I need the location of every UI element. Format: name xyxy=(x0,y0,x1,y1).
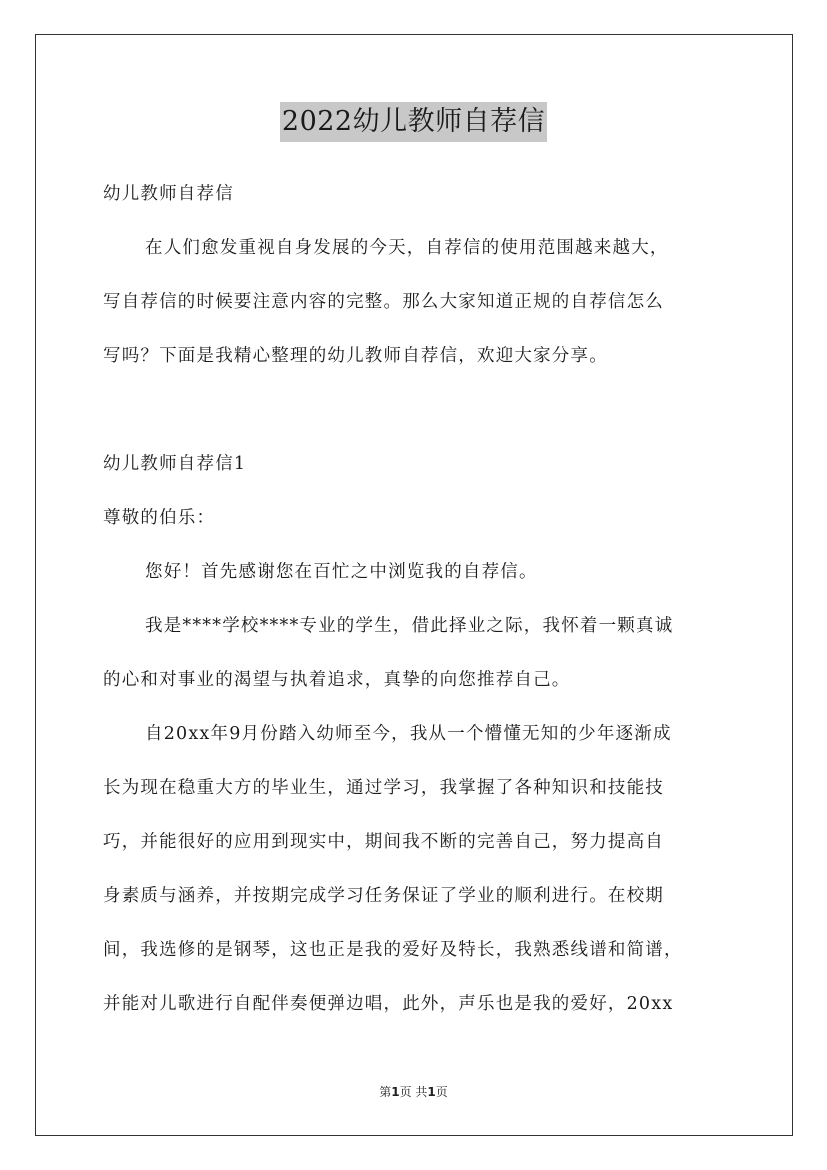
text-line: 长为现在稳重大方的毕业生，通过学习，我掌握了各种知识和技能技 xyxy=(103,778,664,798)
footer-total-pages: 1 xyxy=(427,1085,436,1099)
text-line: 写自荐信的时候要注意内容的完整。那么大家知道正规的自荐信怎么 xyxy=(103,292,664,312)
text-line: 您好！首先感谢您在百忙之中浏览我的自荐信。 xyxy=(145,562,538,582)
section-heading: 幼儿教师自荐信 xyxy=(103,184,234,204)
text-line: 巧，并能很好的应用到现实中，期间我不断的完善自己，努力提高自 xyxy=(103,832,664,852)
text-line: 自20xx年9月份踏入幼师至今，我从一个懵懂无知的少年逐渐成 xyxy=(145,724,672,744)
text-line: 我是****学校****专业的学生，借此择业之际，我怀着一颗真诚 xyxy=(145,616,674,636)
page-footer xyxy=(0,1083,827,1100)
text-line: 间，我选修的是钢琴，这也正是我的爱好及特长，我熟悉线谱和简谱， xyxy=(103,940,683,960)
salutation: 尊敬的伯乐： xyxy=(103,508,216,528)
text-line: 写吗？下面是我精心整理的幼儿教师自荐信，欢迎大家分享。 xyxy=(103,346,608,366)
text-line: 的心和对事业的渴望与执着追求，真挚的向您推荐自己。 xyxy=(103,670,571,690)
text-line: 在人们愈发重视自身发展的今天，自荐信的使用范围越来越大， xyxy=(145,238,669,258)
footer-page-label: 第 xyxy=(379,1085,392,1099)
text-line: 身素质与涵养，并按期完成学习任务保证了学业的顺利进行。在校期 xyxy=(103,886,664,906)
document-title: 2022幼儿教师自荐信 xyxy=(280,102,547,142)
title-container xyxy=(0,102,827,142)
footer-page-number: 1 xyxy=(391,1085,400,1099)
section-heading: 幼儿教师自荐信1 xyxy=(103,454,247,474)
footer-total-unit: 页 xyxy=(435,1085,448,1099)
footer-page-unit: 页 共 xyxy=(399,1085,428,1099)
text-line: 并能对儿歌进行自配伴奏便弹边唱，此外，声乐也是我的爱好，20xx xyxy=(103,994,674,1014)
